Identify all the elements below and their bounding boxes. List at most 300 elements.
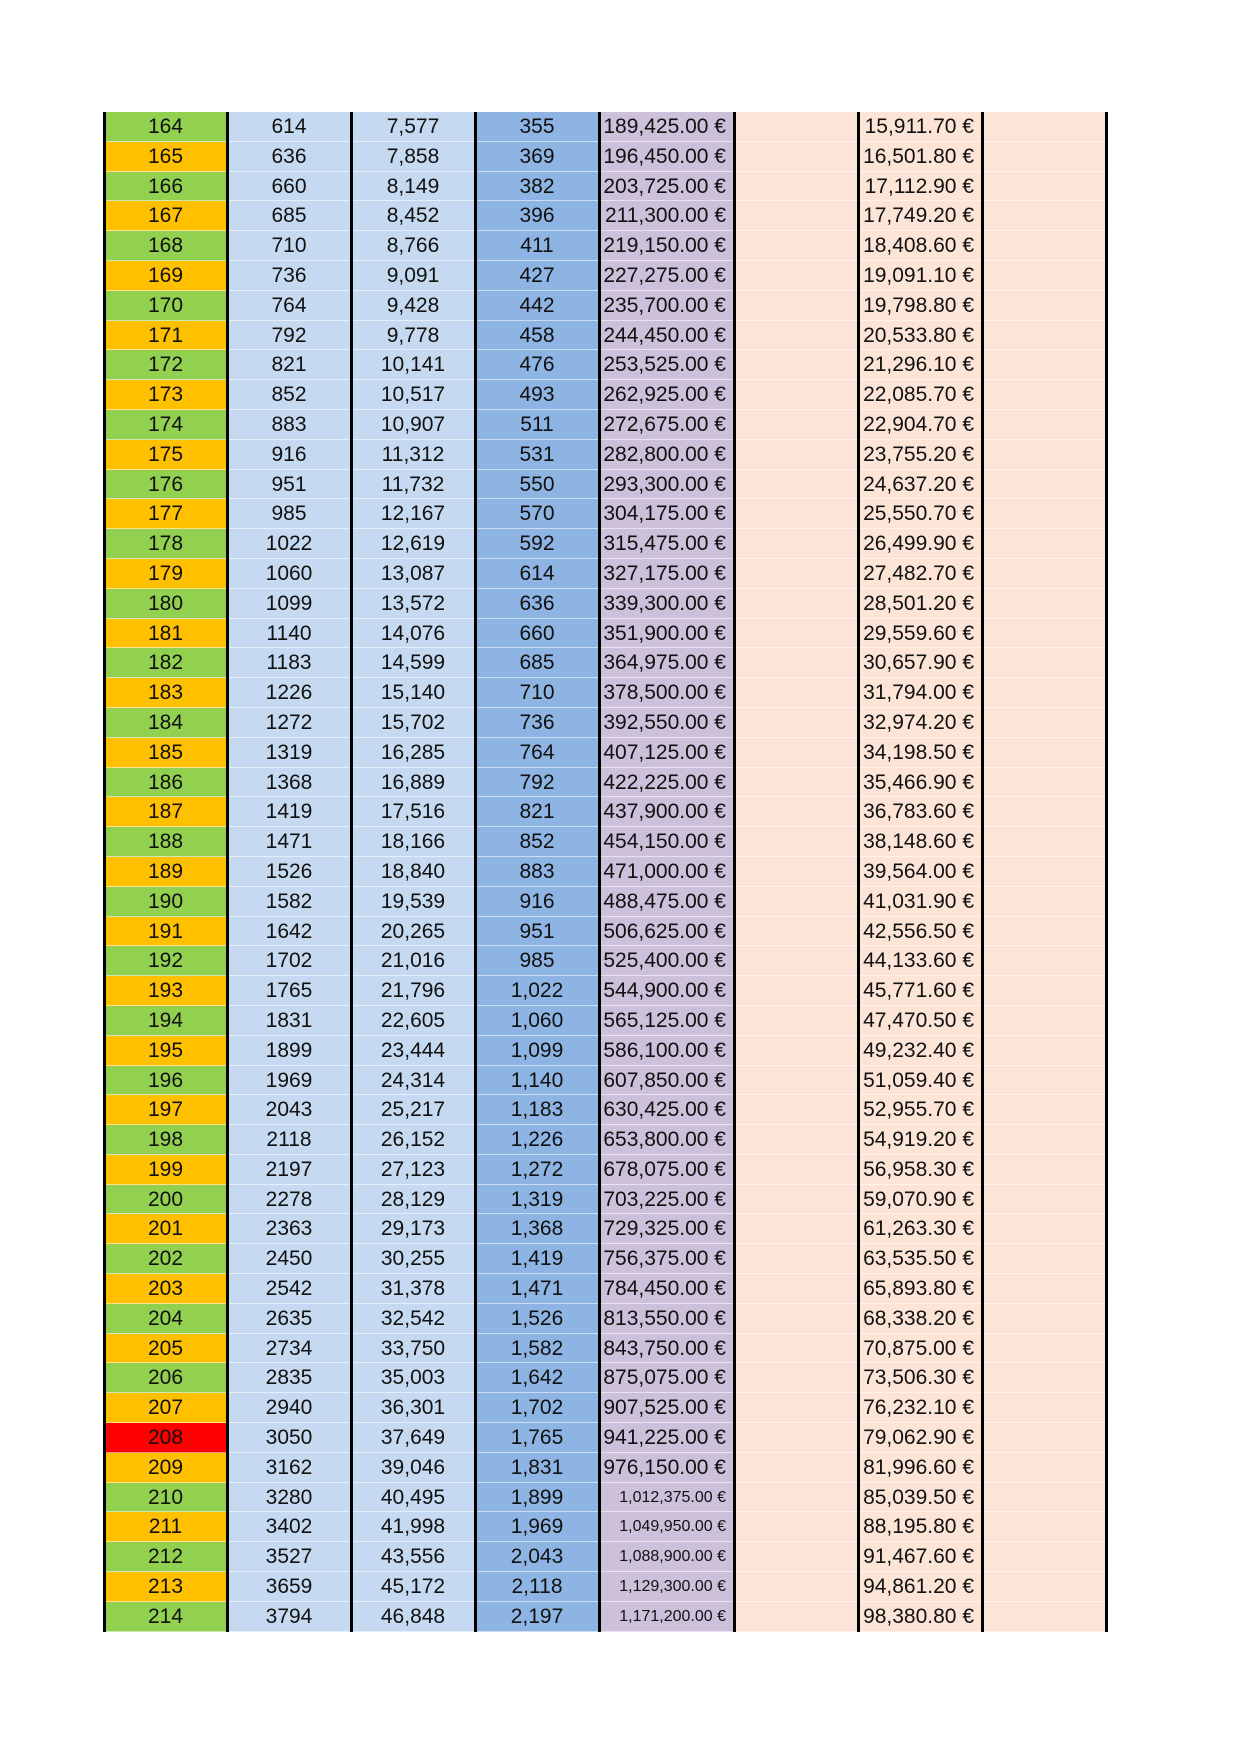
fee-cell: 22,904.70 € bbox=[858, 410, 982, 440]
row-id-cell: 180 bbox=[104, 589, 227, 619]
cell-col-c: 9,428 bbox=[351, 291, 475, 321]
row-id-cell: 183 bbox=[104, 678, 227, 708]
cell-col-c: 22,605 bbox=[351, 1006, 475, 1036]
cell-col-d: 614 bbox=[475, 559, 599, 589]
cell-col-b: 2734 bbox=[227, 1334, 351, 1364]
empty-cell-f bbox=[734, 768, 858, 798]
empty-cell-f bbox=[734, 1125, 858, 1155]
empty-cell-h bbox=[982, 857, 1106, 887]
empty-cell-h bbox=[982, 559, 1106, 589]
row-id-cell: 181 bbox=[104, 619, 227, 649]
empty-cell-f bbox=[734, 291, 858, 321]
amount-cell: 907,525.00 € bbox=[599, 1393, 734, 1423]
cell-col-b: 3659 bbox=[227, 1572, 351, 1602]
row-id-cell: 197 bbox=[104, 1095, 227, 1125]
fee-cell: 23,755.20 € bbox=[858, 440, 982, 470]
row-id-cell: 201 bbox=[104, 1214, 227, 1244]
fee-cell: 15,911.70 € bbox=[858, 112, 982, 142]
cell-col-c: 16,889 bbox=[351, 768, 475, 798]
amount-cell: 1,171,200.00 € bbox=[599, 1602, 734, 1632]
fee-cell: 25,550.70 € bbox=[858, 499, 982, 529]
cell-col-b: 792 bbox=[227, 321, 351, 351]
cell-col-c: 15,140 bbox=[351, 678, 475, 708]
cell-col-d: 1,183 bbox=[475, 1095, 599, 1125]
fee-cell: 61,263.30 € bbox=[858, 1214, 982, 1244]
cell-col-b: 764 bbox=[227, 291, 351, 321]
fee-cell: 70,875.00 € bbox=[858, 1334, 982, 1364]
empty-cell-f bbox=[734, 1304, 858, 1334]
empty-cell-h bbox=[982, 201, 1106, 231]
cell-col-c: 19,539 bbox=[351, 887, 475, 917]
empty-cell-h bbox=[982, 1095, 1106, 1125]
cell-col-b: 3527 bbox=[227, 1542, 351, 1572]
row-id-cell: 177 bbox=[104, 499, 227, 529]
amount-cell: 756,375.00 € bbox=[599, 1244, 734, 1274]
empty-cell-h bbox=[982, 142, 1106, 172]
fee-cell: 32,974.20 € bbox=[858, 708, 982, 738]
empty-cell-h bbox=[982, 231, 1106, 261]
empty-cell-f bbox=[734, 738, 858, 768]
cell-col-d: 916 bbox=[475, 887, 599, 917]
fee-cell: 16,501.80 € bbox=[858, 142, 982, 172]
cell-col-c: 7,577 bbox=[351, 112, 475, 142]
empty-cell-f bbox=[734, 1572, 858, 1602]
cell-col-b: 916 bbox=[227, 440, 351, 470]
cell-col-d: 1,022 bbox=[475, 976, 599, 1006]
fee-cell: 27,482.70 € bbox=[858, 559, 982, 589]
cell-col-c: 21,796 bbox=[351, 976, 475, 1006]
row-id-cell: 176 bbox=[104, 470, 227, 500]
fee-cell: 42,556.50 € bbox=[858, 917, 982, 947]
empty-cell-h bbox=[982, 887, 1106, 917]
cell-col-c: 26,152 bbox=[351, 1125, 475, 1155]
cell-col-c: 27,123 bbox=[351, 1155, 475, 1185]
cell-col-b: 1642 bbox=[227, 917, 351, 947]
cell-col-c: 10,907 bbox=[351, 410, 475, 440]
cell-col-d: 1,471 bbox=[475, 1274, 599, 1304]
cell-col-b: 1319 bbox=[227, 738, 351, 768]
column-border bbox=[350, 112, 353, 1632]
amount-cell: 437,900.00 € bbox=[599, 797, 734, 827]
cell-col-d: 1,899 bbox=[475, 1483, 599, 1513]
cell-col-c: 8,766 bbox=[351, 231, 475, 261]
cell-col-c: 14,599 bbox=[351, 648, 475, 678]
empty-cell-f bbox=[734, 1066, 858, 1096]
cell-col-c: 13,087 bbox=[351, 559, 475, 589]
column-border bbox=[733, 112, 736, 1632]
row-id-cell: 214 bbox=[104, 1602, 227, 1632]
amount-cell: 235,700.00 € bbox=[599, 291, 734, 321]
fee-cell: 19,798.80 € bbox=[858, 291, 982, 321]
amount-cell: 211,300.00 € bbox=[599, 201, 734, 231]
empty-cell-h bbox=[982, 1244, 1106, 1274]
fee-cell: 68,338.20 € bbox=[858, 1304, 982, 1334]
cell-col-d: 570 bbox=[475, 499, 599, 529]
amount-cell: 506,625.00 € bbox=[599, 917, 734, 947]
cell-col-d: 2,118 bbox=[475, 1572, 599, 1602]
cell-col-c: 15,702 bbox=[351, 708, 475, 738]
cell-col-c: 13,572 bbox=[351, 589, 475, 619]
row-id-cell: 190 bbox=[104, 887, 227, 917]
cell-col-d: 1,272 bbox=[475, 1155, 599, 1185]
cell-col-b: 614 bbox=[227, 112, 351, 142]
amount-cell: 454,150.00 € bbox=[599, 827, 734, 857]
empty-cell-f bbox=[734, 946, 858, 976]
row-id-cell: 167 bbox=[104, 201, 227, 231]
fee-cell: 17,112.90 € bbox=[858, 172, 982, 202]
fee-cell: 49,232.40 € bbox=[858, 1036, 982, 1066]
empty-cell-h bbox=[982, 619, 1106, 649]
fee-cell: 45,771.60 € bbox=[858, 976, 982, 1006]
row-id-cell: 210 bbox=[104, 1483, 227, 1513]
fee-cell: 85,039.50 € bbox=[858, 1483, 982, 1513]
cell-col-b: 1526 bbox=[227, 857, 351, 887]
fee-cell: 79,062.90 € bbox=[858, 1423, 982, 1453]
empty-cell-f bbox=[734, 887, 858, 917]
cell-col-c: 9,778 bbox=[351, 321, 475, 351]
empty-cell-f bbox=[734, 1542, 858, 1572]
amount-cell: 784,450.00 € bbox=[599, 1274, 734, 1304]
cell-col-d: 951 bbox=[475, 917, 599, 947]
empty-cell-h bbox=[982, 350, 1106, 380]
cell-col-d: 985 bbox=[475, 946, 599, 976]
fee-cell: 18,408.60 € bbox=[858, 231, 982, 261]
empty-cell-f bbox=[734, 1036, 858, 1066]
cell-col-c: 16,285 bbox=[351, 738, 475, 768]
empty-cell-f bbox=[734, 499, 858, 529]
empty-cell-h bbox=[982, 1483, 1106, 1513]
amount-cell: 1,012,375.00 € bbox=[599, 1483, 734, 1513]
cell-col-c: 11,732 bbox=[351, 470, 475, 500]
cell-col-d: 1,831 bbox=[475, 1453, 599, 1483]
empty-cell-h bbox=[982, 499, 1106, 529]
fee-cell: 88,195.80 € bbox=[858, 1512, 982, 1542]
empty-cell-h bbox=[982, 1125, 1106, 1155]
cell-col-c: 14,076 bbox=[351, 619, 475, 649]
amount-cell: 1,088,900.00 € bbox=[599, 1542, 734, 1572]
empty-cell-h bbox=[982, 1036, 1106, 1066]
fee-cell: 98,380.80 € bbox=[858, 1602, 982, 1632]
cell-col-d: 1,226 bbox=[475, 1125, 599, 1155]
fee-cell: 39,564.00 € bbox=[858, 857, 982, 887]
fee-cell: 26,499.90 € bbox=[858, 529, 982, 559]
cell-col-b: 710 bbox=[227, 231, 351, 261]
empty-cell-f bbox=[734, 1006, 858, 1036]
empty-cell-h bbox=[982, 946, 1106, 976]
amount-cell: 407,125.00 € bbox=[599, 738, 734, 768]
row-id-cell: 207 bbox=[104, 1393, 227, 1423]
row-id-cell: 169 bbox=[104, 261, 227, 291]
fee-cell: 94,861.20 € bbox=[858, 1572, 982, 1602]
empty-cell-h bbox=[982, 1542, 1106, 1572]
fee-cell: 38,148.60 € bbox=[858, 827, 982, 857]
cell-col-c: 18,840 bbox=[351, 857, 475, 887]
cell-col-d: 764 bbox=[475, 738, 599, 768]
fee-cell: 51,059.40 € bbox=[858, 1066, 982, 1096]
amount-cell: 272,675.00 € bbox=[599, 410, 734, 440]
cell-col-c: 17,516 bbox=[351, 797, 475, 827]
cell-col-b: 852 bbox=[227, 380, 351, 410]
empty-cell-f bbox=[734, 648, 858, 678]
row-id-cell: 179 bbox=[104, 559, 227, 589]
cell-col-d: 382 bbox=[475, 172, 599, 202]
empty-cell-h bbox=[982, 1185, 1106, 1215]
column-border bbox=[1105, 112, 1108, 1632]
empty-cell-h bbox=[982, 1363, 1106, 1393]
empty-cell-h bbox=[982, 291, 1106, 321]
empty-cell-f bbox=[734, 917, 858, 947]
cell-col-c: 31,378 bbox=[351, 1274, 475, 1304]
cell-col-d: 550 bbox=[475, 470, 599, 500]
cell-col-c: 30,255 bbox=[351, 1244, 475, 1274]
cell-col-d: 636 bbox=[475, 589, 599, 619]
cell-col-c: 35,003 bbox=[351, 1363, 475, 1393]
cell-col-b: 1022 bbox=[227, 529, 351, 559]
empty-cell-h bbox=[982, 797, 1106, 827]
empty-cell-f bbox=[734, 201, 858, 231]
row-id-cell: 165 bbox=[104, 142, 227, 172]
cell-col-c: 21,016 bbox=[351, 946, 475, 976]
cell-col-c: 36,301 bbox=[351, 1393, 475, 1423]
cell-col-c: 11,312 bbox=[351, 440, 475, 470]
row-id-cell: 203 bbox=[104, 1274, 227, 1304]
fee-cell: 17,749.20 € bbox=[858, 201, 982, 231]
fee-cell: 28,501.20 € bbox=[858, 589, 982, 619]
row-id-cell: 170 bbox=[104, 291, 227, 321]
fee-cell: 31,794.00 € bbox=[858, 678, 982, 708]
cell-col-b: 3050 bbox=[227, 1423, 351, 1453]
row-id-cell: 206 bbox=[104, 1363, 227, 1393]
row-id-cell: 195 bbox=[104, 1036, 227, 1066]
cell-col-b: 985 bbox=[227, 499, 351, 529]
empty-cell-h bbox=[982, 1334, 1106, 1364]
column-border bbox=[598, 112, 601, 1632]
row-id-cell: 202 bbox=[104, 1244, 227, 1274]
row-id-cell: 168 bbox=[104, 231, 227, 261]
cell-col-d: 1,368 bbox=[475, 1214, 599, 1244]
cell-col-b: 2542 bbox=[227, 1274, 351, 1304]
amount-cell: 941,225.00 € bbox=[599, 1423, 734, 1453]
cell-col-c: 10,141 bbox=[351, 350, 475, 380]
cell-col-d: 493 bbox=[475, 380, 599, 410]
cell-col-c: 20,265 bbox=[351, 917, 475, 947]
empty-cell-h bbox=[982, 380, 1106, 410]
empty-cell-f bbox=[734, 1393, 858, 1423]
amount-cell: 586,100.00 € bbox=[599, 1036, 734, 1066]
cell-col-c: 8,149 bbox=[351, 172, 475, 202]
cell-col-d: 660 bbox=[475, 619, 599, 649]
cell-col-d: 396 bbox=[475, 201, 599, 231]
empty-cell-h bbox=[982, 1453, 1106, 1483]
empty-cell-h bbox=[982, 1006, 1106, 1036]
fee-cell: 56,958.30 € bbox=[858, 1155, 982, 1185]
amount-cell: 244,450.00 € bbox=[599, 321, 734, 351]
cell-col-c: 40,495 bbox=[351, 1483, 475, 1513]
amount-cell: 678,075.00 € bbox=[599, 1155, 734, 1185]
amount-cell: 488,475.00 € bbox=[599, 887, 734, 917]
column-border bbox=[981, 112, 984, 1632]
cell-col-d: 2,043 bbox=[475, 1542, 599, 1572]
empty-cell-h bbox=[982, 917, 1106, 947]
empty-cell-h bbox=[982, 827, 1106, 857]
empty-cell-h bbox=[982, 976, 1106, 1006]
column-border bbox=[474, 112, 477, 1632]
amount-cell: 262,925.00 € bbox=[599, 380, 734, 410]
cell-col-b: 1765 bbox=[227, 976, 351, 1006]
cell-col-c: 46,848 bbox=[351, 1602, 475, 1632]
empty-cell-f bbox=[734, 1155, 858, 1185]
fee-cell: 41,031.90 € bbox=[858, 887, 982, 917]
row-id-cell: 191 bbox=[104, 917, 227, 947]
cell-col-b: 1099 bbox=[227, 589, 351, 619]
amount-cell: 422,225.00 € bbox=[599, 768, 734, 798]
row-id-cell: 208 bbox=[104, 1423, 227, 1453]
cell-col-c: 32,542 bbox=[351, 1304, 475, 1334]
cell-col-b: 1702 bbox=[227, 946, 351, 976]
empty-cell-f bbox=[734, 350, 858, 380]
row-id-cell: 205 bbox=[104, 1334, 227, 1364]
fee-cell: 65,893.80 € bbox=[858, 1274, 982, 1304]
cell-col-b: 821 bbox=[227, 350, 351, 380]
amount-cell: 1,129,300.00 € bbox=[599, 1572, 734, 1602]
row-id-cell: 185 bbox=[104, 738, 227, 768]
cell-col-b: 2278 bbox=[227, 1185, 351, 1215]
cell-col-d: 1,642 bbox=[475, 1363, 599, 1393]
fee-cell: 30,657.90 € bbox=[858, 648, 982, 678]
fee-cell: 21,296.10 € bbox=[858, 350, 982, 380]
row-id-cell: 184 bbox=[104, 708, 227, 738]
cell-col-d: 411 bbox=[475, 231, 599, 261]
amount-cell: 703,225.00 € bbox=[599, 1185, 734, 1215]
cell-col-d: 1,969 bbox=[475, 1512, 599, 1542]
fee-cell: 63,535.50 € bbox=[858, 1244, 982, 1274]
cell-col-c: 12,167 bbox=[351, 499, 475, 529]
row-id-cell: 199 bbox=[104, 1155, 227, 1185]
empty-cell-f bbox=[734, 1214, 858, 1244]
row-id-cell: 182 bbox=[104, 648, 227, 678]
cell-col-d: 458 bbox=[475, 321, 599, 351]
amount-cell: 630,425.00 € bbox=[599, 1095, 734, 1125]
cell-col-c: 41,998 bbox=[351, 1512, 475, 1542]
column-border bbox=[857, 112, 860, 1632]
cell-col-b: 3162 bbox=[227, 1453, 351, 1483]
empty-cell-h bbox=[982, 1304, 1106, 1334]
empty-cell-f bbox=[734, 1274, 858, 1304]
empty-cell-h bbox=[982, 768, 1106, 798]
cell-col-c: 39,046 bbox=[351, 1453, 475, 1483]
cell-col-b: 2363 bbox=[227, 1214, 351, 1244]
amount-cell: 607,850.00 € bbox=[599, 1066, 734, 1096]
cell-col-b: 1368 bbox=[227, 768, 351, 798]
cell-col-d: 1,140 bbox=[475, 1066, 599, 1096]
cell-col-c: 43,556 bbox=[351, 1542, 475, 1572]
amount-cell: 304,175.00 € bbox=[599, 499, 734, 529]
cell-col-b: 2118 bbox=[227, 1125, 351, 1155]
cell-col-d: 852 bbox=[475, 827, 599, 857]
empty-cell-f bbox=[734, 529, 858, 559]
cell-col-b: 2635 bbox=[227, 1304, 351, 1334]
cell-col-c: 37,649 bbox=[351, 1423, 475, 1453]
cell-col-c: 8,452 bbox=[351, 201, 475, 231]
amount-cell: 378,500.00 € bbox=[599, 678, 734, 708]
row-id-cell: 174 bbox=[104, 410, 227, 440]
fee-cell: 73,506.30 € bbox=[858, 1363, 982, 1393]
cell-col-d: 685 bbox=[475, 648, 599, 678]
cell-col-b: 1226 bbox=[227, 678, 351, 708]
cell-col-b: 685 bbox=[227, 201, 351, 231]
empty-cell-f bbox=[734, 1483, 858, 1513]
empty-cell-h bbox=[982, 678, 1106, 708]
empty-cell-h bbox=[982, 529, 1106, 559]
cell-col-d: 1,702 bbox=[475, 1393, 599, 1423]
empty-cell-h bbox=[982, 1393, 1106, 1423]
column-border bbox=[103, 112, 106, 1632]
empty-cell-h bbox=[982, 648, 1106, 678]
empty-cell-f bbox=[734, 678, 858, 708]
row-id-cell: 213 bbox=[104, 1572, 227, 1602]
fee-cell: 44,133.60 € bbox=[858, 946, 982, 976]
row-id-cell: 189 bbox=[104, 857, 227, 887]
cell-col-c: 25,217 bbox=[351, 1095, 475, 1125]
empty-cell-f bbox=[734, 1363, 858, 1393]
empty-cell-h bbox=[982, 1423, 1106, 1453]
cell-col-c: 23,444 bbox=[351, 1036, 475, 1066]
fee-cell: 34,198.50 € bbox=[858, 738, 982, 768]
cell-col-b: 1471 bbox=[227, 827, 351, 857]
cell-col-b: 1582 bbox=[227, 887, 351, 917]
cell-col-b: 1183 bbox=[227, 648, 351, 678]
amount-cell: 471,000.00 € bbox=[599, 857, 734, 887]
empty-cell-h bbox=[982, 1155, 1106, 1185]
empty-cell-h bbox=[982, 1214, 1106, 1244]
cell-col-b: 2940 bbox=[227, 1393, 351, 1423]
cell-col-c: 9,091 bbox=[351, 261, 475, 291]
cell-col-d: 883 bbox=[475, 857, 599, 887]
empty-cell-h bbox=[982, 440, 1106, 470]
cell-col-c: 18,166 bbox=[351, 827, 475, 857]
fee-cell: 19,091.10 € bbox=[858, 261, 982, 291]
empty-cell-f bbox=[734, 559, 858, 589]
empty-cell-f bbox=[734, 440, 858, 470]
empty-cell-h bbox=[982, 1512, 1106, 1542]
row-id-cell: 194 bbox=[104, 1006, 227, 1036]
cell-col-d: 1,419 bbox=[475, 1244, 599, 1274]
cell-col-b: 2197 bbox=[227, 1155, 351, 1185]
row-id-cell: 172 bbox=[104, 350, 227, 380]
cell-col-c: 24,314 bbox=[351, 1066, 475, 1096]
cell-col-c: 10,517 bbox=[351, 380, 475, 410]
empty-cell-f bbox=[734, 261, 858, 291]
cell-col-b: 636 bbox=[227, 142, 351, 172]
empty-cell-f bbox=[734, 172, 858, 202]
empty-cell-f bbox=[734, 470, 858, 500]
empty-cell-h bbox=[982, 1572, 1106, 1602]
empty-cell-f bbox=[734, 1453, 858, 1483]
cell-col-d: 2,197 bbox=[475, 1602, 599, 1632]
amount-cell: 565,125.00 € bbox=[599, 1006, 734, 1036]
cell-col-c: 28,129 bbox=[351, 1185, 475, 1215]
amount-cell: 875,075.00 € bbox=[599, 1363, 734, 1393]
amount-cell: 227,275.00 € bbox=[599, 261, 734, 291]
cell-col-d: 710 bbox=[475, 678, 599, 708]
row-id-cell: 178 bbox=[104, 529, 227, 559]
cell-col-b: 736 bbox=[227, 261, 351, 291]
column-border bbox=[226, 112, 229, 1632]
cell-col-c: 45,172 bbox=[351, 1572, 475, 1602]
amount-cell: 315,475.00 € bbox=[599, 529, 734, 559]
cell-col-b: 2450 bbox=[227, 1244, 351, 1274]
fee-cell: 29,559.60 € bbox=[858, 619, 982, 649]
